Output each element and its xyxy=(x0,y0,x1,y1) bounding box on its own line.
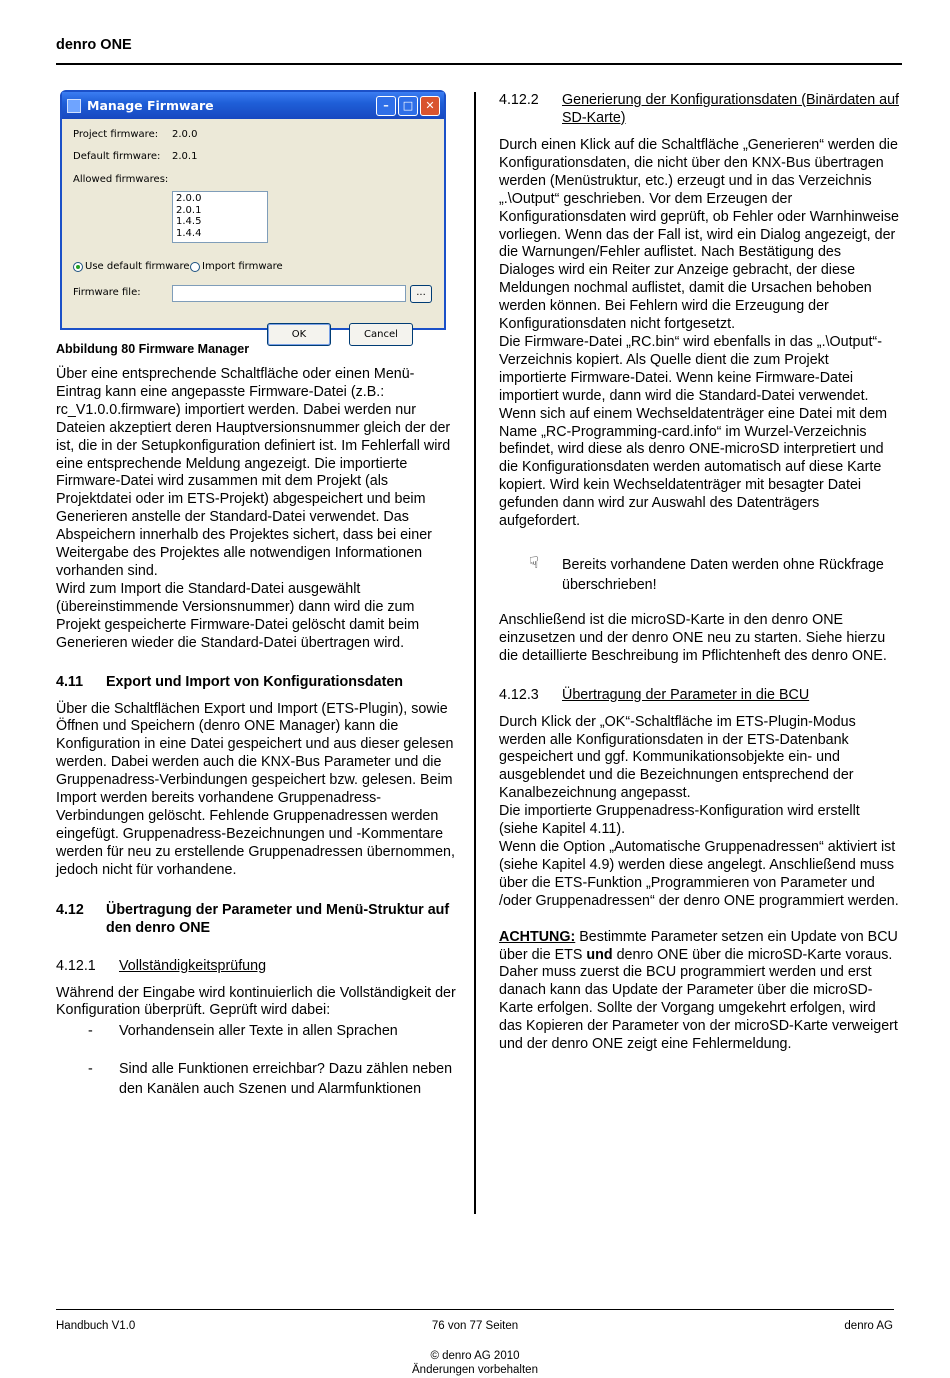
section-heading-4-12-1 xyxy=(56,957,456,975)
figure-caption: Abbildung 80 Firmware Manager xyxy=(56,342,250,356)
warning-text: denro ONE über die microSD-Karte voraus. Daher muss zuerst die BCU programmiert werden und erst danach kann das Update der Parameter über die microSD-Karte erfolgen. Sollte der Vorgang umgekehrt erfolgen, wird das Kopieren der Parameter von der microSD-Karte verweigert und der denro ONE zeigt eine Fehlermeldung. xyxy=(499,946,898,1053)
hand-pointer-icon: ☟ xyxy=(529,554,539,572)
header-rule xyxy=(56,63,902,65)
list-item xyxy=(56,1059,456,1099)
default-firmware-value: 2.0.1 xyxy=(172,151,198,162)
paragraph: Anschließend ist die microSD-Karte in den denro ONE einzusetzen und der denro ONE neu zu starten. Siehe hierzu die detaillierte Beschreibung im Pflichtenheft des denro ONE. xyxy=(499,611,887,664)
note-box xyxy=(529,555,899,595)
warning-text: Bestimmte Parameter setzen ein Update von BCU über die ETS xyxy=(499,928,898,963)
section-number: 4.12 xyxy=(56,901,84,918)
section-number: 4.12.1 xyxy=(56,957,96,974)
paragraph: Wird zum Import die Standard-Datei ausgewählt (übereinstimmende Versionsnummer) dann wird die zum Projekt gespeicherte Firmware-Datei gelöscht damit beim Generieren wieder die Standard-Datei übertragen wird. xyxy=(56,580,420,651)
paragraph: Über die Schaltflächen Export und Import (ETS-Plugin), sowie Öffnen und Speichern (denro ONE Manager) kann die Konfiguration in eine Datei gespeichert und aus dieser gelesen werden. Dabei werden auch die KNX-Bus Parameter und die Gruppenadress-Verbindungen gespeichert bzw. gelesen. Beim Import werden bereits vorhandene Gruppenadress-Verbindungen gelöscht. Fehlende Gruppenadressen werden eingefügt. Gruppenadress-Bezeichnungen und -Kommentare werden für neu zu erstellende Gruppenadressen übernommen, jedoch nicht für vorhandene. xyxy=(56,700,455,878)
dialog-titlebar xyxy=(62,92,444,119)
minimize-icon: – xyxy=(376,96,396,116)
import-firmware-radio-label: Import firmware xyxy=(202,261,283,272)
dialog-title: Manage Firmware xyxy=(87,98,214,113)
firmware-dialog-screenshot xyxy=(60,90,446,340)
browse-button: ... xyxy=(410,285,432,303)
bullet-dash: - xyxy=(88,1023,93,1040)
ok-button: OK xyxy=(267,323,331,346)
paragraph: Die importierte Gruppenadress-Konfiguration wird erstellt (siehe Kapitel 4.11). xyxy=(499,803,860,838)
list-item: 2.0.0 xyxy=(176,193,202,204)
project-firmware-label: Project firmware: xyxy=(73,129,159,140)
paragraph: Durch Klick der „OK“-Schaltfläche im ETS-Plugin-Modus werden alle Konfigurationsdaten in der ETS-Datenbank gespeichert und ggf. Kommunikationsobjekte ein- und ausgeblendet und die Bezeichnungen entsprechend der Kanalbezeichnung angepasst. xyxy=(499,713,856,802)
list-item: 1.4.4 xyxy=(176,227,202,239)
maximize-icon: □ xyxy=(398,96,418,116)
column-divider xyxy=(474,92,476,1214)
paragraph: Die Firmware-Datei „RC.bin“ wird ebenfalls in das „.\Output“-Verzeichnis kopiert. Als Quelle dient die zum Projekt importierte Firmware-Datei. Wenn keine Firmware-Datei importiert wurde, dann wird die Standard-Datei verwendet. xyxy=(499,333,882,404)
section-title: Vollständigkeitsprüfung xyxy=(119,957,267,974)
section-title: Export und Import von Konfigurationsdaten xyxy=(106,673,404,690)
list-item: 1.4.5 xyxy=(176,216,202,227)
paragraph: Während der Eingabe wird kontinuierlich die Vollständigkeit der Konfiguration überprüft. Geprüft wird dabei: xyxy=(56,984,456,1019)
allowed-firmwares-list xyxy=(172,191,268,243)
firmware-file-label: Firmware file: xyxy=(73,287,141,298)
right-column xyxy=(499,90,899,1054)
section-heading-4-11 xyxy=(56,673,456,691)
warning-label: ACHTUNG: xyxy=(499,928,576,945)
page-header-title: denro ONE xyxy=(56,37,132,53)
copyright: © denro AG 2010 xyxy=(430,1350,520,1362)
bullet-text: Vorhandensein aller Texte in allen Sprachen xyxy=(119,1023,398,1040)
use-default-radio-label: Use default firmware xyxy=(85,261,190,272)
section-heading-4-12-3 xyxy=(499,686,899,704)
footer-rule xyxy=(56,1309,894,1310)
left-column xyxy=(56,90,456,1099)
close-icon: ✕ xyxy=(420,96,440,116)
import-firmware-radio xyxy=(190,261,283,272)
section-title: Übertragung der Parameter und Menü-Struktur auf den denro ONE xyxy=(106,901,450,936)
firmware-file-input xyxy=(172,285,406,302)
paragraph: Über eine entsprechende Schaltfläche oder einen Menü-Eintrag kann eine angepasste Firmware-Datei (z.B.: rc_V1.0.0.firmware) importiert werden. Dabei werden nur Dateien akzeptiert deren Hauptversionsnummer gleich der der ist, die in der Setupkonfiguration definiert ist. Im Fehlerfall wird eine entsprechende Meldung angezeigt. Die importierte Firmware-Datei wird zusammen mit dem Projekt (als Projektdatei oder im ETS-Projekt) abgespeichert und beim Generieren anstelle der Standard-Datei verwendet. Das Abspeichern innerhalb des Projektes sichert, dass bei einer Weitergabe des Projektes alle notwendigen Informationen vorhanden sind. xyxy=(56,366,451,579)
radio-selected-icon xyxy=(73,262,83,272)
list-item: 2.0.1 xyxy=(176,204,202,216)
section-title: Generierung der Konfigurationsdaten (Binärdaten auf SD-Karte) xyxy=(562,92,899,126)
paragraph: Wenn die Option „Automatische Gruppenadressen“ aktiviert ist (siehe Kapitel 4.9) werden diese angelegt. Anschließend muss über die ETS-Funktion „Programmieren von Parameter und /oder Gruppenadressen“ der denro ONE programmiert werden. xyxy=(499,839,899,909)
default-firmware-label: Default firmware: xyxy=(73,151,161,162)
section-heading-4-12 xyxy=(56,901,456,937)
app-icon xyxy=(67,99,81,113)
use-default-radio xyxy=(73,261,190,272)
list-item xyxy=(56,1021,456,1041)
section-number: 4.11 xyxy=(56,673,84,690)
allowed-firmwares-label: Allowed firmwares: xyxy=(73,174,169,185)
section-title: Übertragung der Parameter in die BCU xyxy=(562,686,810,703)
bullet-text: Sind alle Funktionen erreichbar? Dazu zählen neben den Kanälen auch Szenen und Alarmfunktionen xyxy=(119,1061,453,1098)
footer-left: Handbuch V1.0 xyxy=(56,1320,136,1332)
bullet-dash: - xyxy=(88,1061,93,1078)
notice: Änderungen vorbehalten xyxy=(412,1364,538,1376)
section-number: 4.12.3 xyxy=(499,686,539,703)
note-text: Bereits vorhandene Daten werden ohne Rückfrage überschrieben! xyxy=(562,556,884,593)
project-firmware-value: 2.0.0 xyxy=(172,129,198,140)
cancel-button: Cancel xyxy=(349,323,413,346)
section-number: 4.12.2 xyxy=(499,92,539,108)
page-number: 76 von 77 Seiten xyxy=(431,1320,519,1332)
radio-unselected-icon xyxy=(190,262,200,272)
paragraph: Durch einen Klick auf die Schaltfläche „Generieren“ werden die Konfigurationsdaten, die nicht über den KNX-Bus übertragen werden (Menüstruktur, etc.) erzeugt und in das Verzeichnis „.\Output“ geschrieben. Vor dem Erzeugen der Konfigurationsdaten wird geprüft, ob Fehler oder Warnhinweise vorliegen. Wenn das der Fall ist, wird ein Dialog angezeigt, der die Warnungen/Fehler auflistet. Nach Bestätigung des Dialoges wird ein Reiter zur Anzeige gebracht, der diese Meldungen nochmal auflistet, damit die Ursachen behoben werden können. Bei Fehlern wird die Erzeugung der Konfigurationsdaten nicht fortgesetzt. xyxy=(499,137,900,333)
section-heading-4-12-2 xyxy=(499,91,899,127)
warning-paragraph xyxy=(499,929,899,1054)
paragraph: Wenn sich auf einem Wechseldatenträger eine Datei mit dem Name „RC-Programming-card.info“ im Wurzel-Verzeichnis befindet, wird diese als denro ONE-microSD interpretiert und die Konfigurationsdaten werden automatisch auf diese Karte kopiert. Wird kein Wechseldatenträger mit besagter Datei gefunden dann wird zur Auswahl des Datenträgers aufgefordert. xyxy=(499,405,888,530)
dialog-body xyxy=(62,119,444,340)
warning-emphasis: und xyxy=(586,946,613,963)
footer-right: denro AG xyxy=(844,1320,893,1332)
